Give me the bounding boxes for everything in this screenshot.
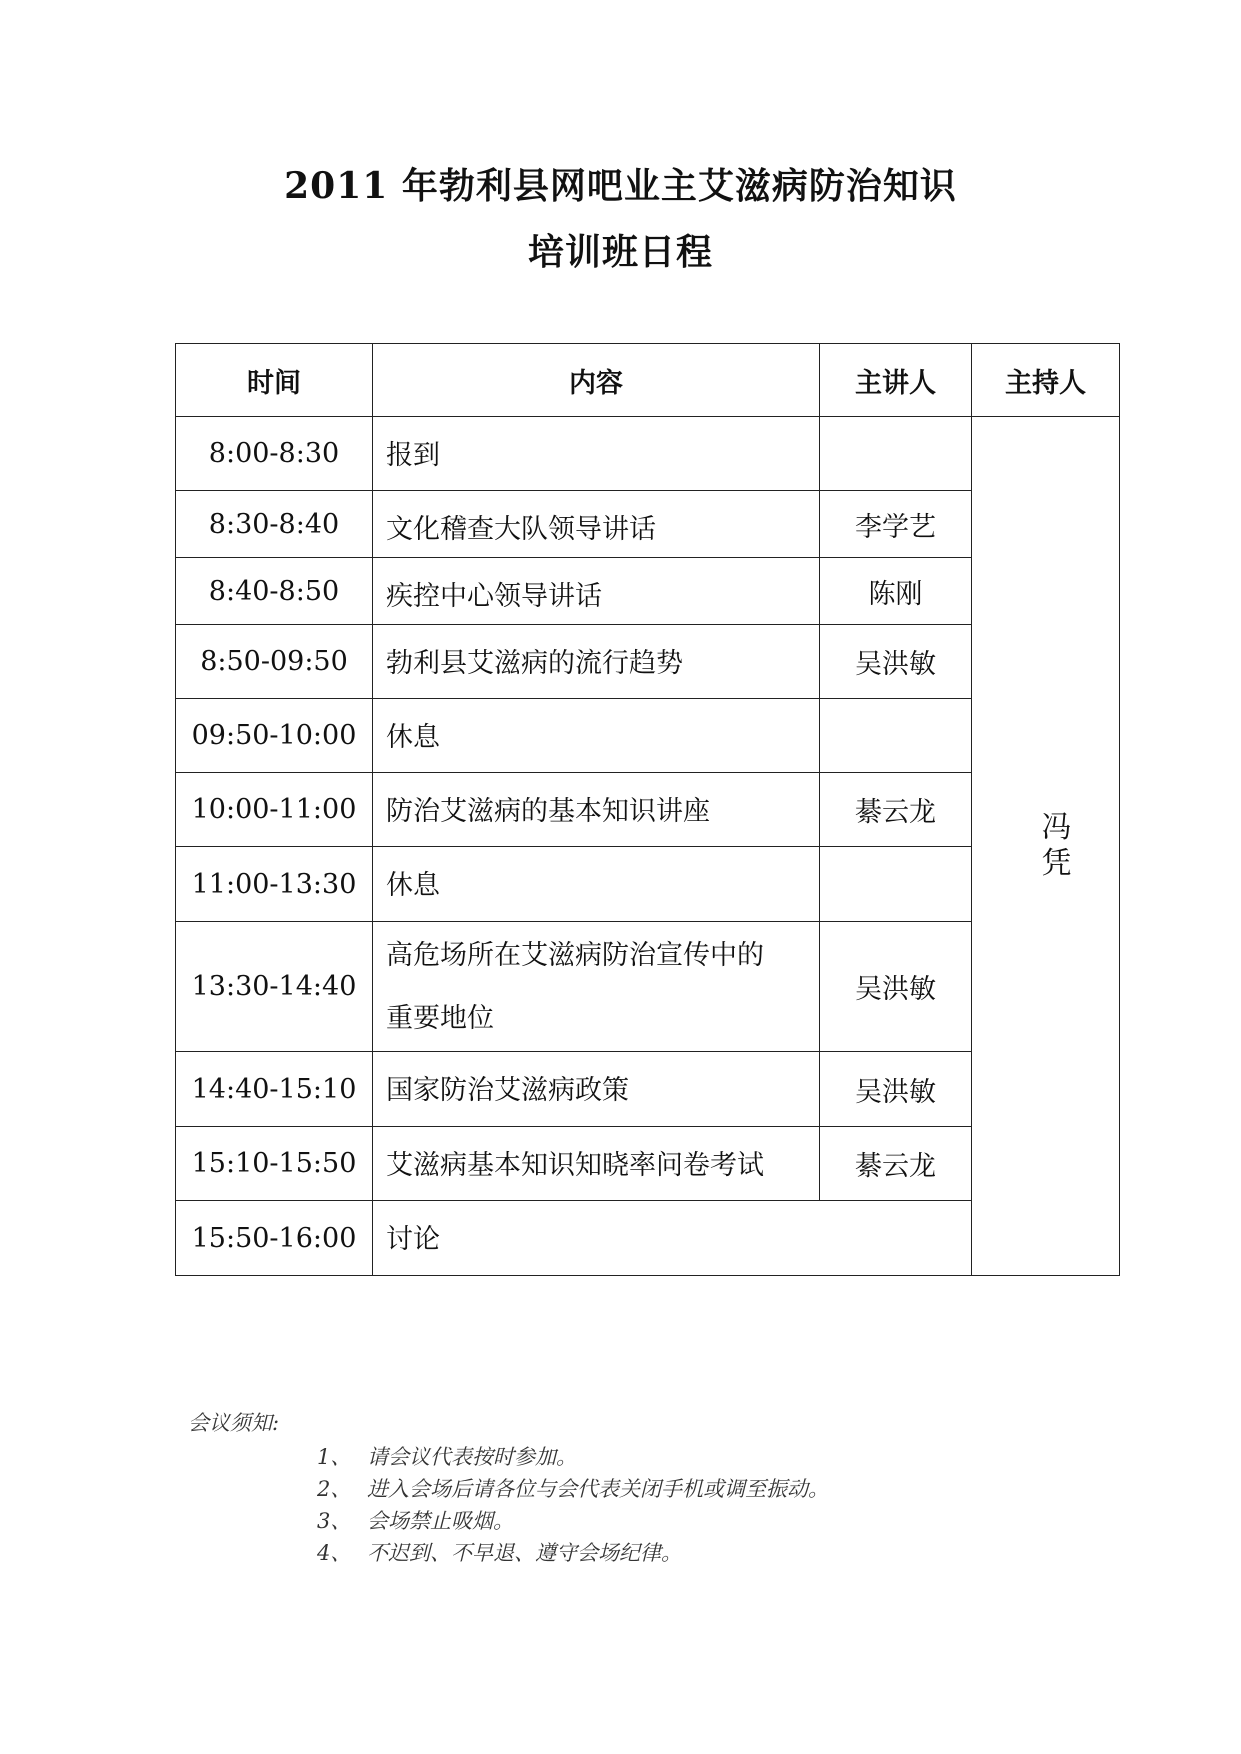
time-cell: 15:50-16:00	[176, 1201, 373, 1276]
host-cell	[972, 417, 1120, 1276]
notice-heading: 会议须知:	[188, 1411, 280, 1435]
document-title-line2: 培训班日程	[527, 231, 713, 273]
speaker-cell: 綦云龙	[820, 1127, 972, 1201]
speaker-cell	[820, 417, 972, 491]
content-line: 高危场所在艾滋病防治宣传中的	[386, 939, 764, 971]
speaker-cell: 李学艺	[820, 491, 972, 558]
notice-item	[317, 1537, 829, 1569]
speaker-cell: 陈刚	[820, 558, 972, 625]
time-cell: 13:30-14:40	[176, 922, 373, 1052]
notice-number: 1、	[317, 1445, 352, 1469]
notice-item	[317, 1441, 829, 1473]
speaker-cell	[820, 847, 972, 922]
content-cell: 防治艾滋病的基本知识讲座	[373, 773, 820, 847]
schedule-table	[175, 343, 1120, 1276]
content-cell: 文化稽查大队领导讲话	[373, 491, 820, 558]
notice-text: 会场禁止吸烟。	[367, 1509, 514, 1533]
header-time: 时间	[176, 344, 373, 417]
speaker-cell: 綦云龙	[820, 773, 972, 847]
speaker-cell: 吴洪敏	[820, 625, 972, 699]
notice-list	[317, 1441, 829, 1569]
host-char: 凭	[1041, 846, 1072, 881]
header-content: 内容	[373, 344, 820, 417]
content-cell: 讨论	[373, 1201, 972, 1276]
content-cell: 艾滋病基本知识知晓率问卷考试	[373, 1127, 820, 1201]
content-cell: 疾控中心领导讲话	[373, 558, 820, 625]
time-cell: 09:50-10:00	[176, 699, 373, 773]
notice-number: 4、	[317, 1541, 352, 1565]
time-cell: 14:40-15:10	[176, 1052, 373, 1127]
content-cell	[373, 922, 820, 1052]
content-cell: 报到	[373, 417, 820, 491]
notice-number: 3、	[317, 1509, 352, 1533]
content-cell: 休息	[373, 847, 820, 922]
notice-text: 进入会场后请各位与会代表关闭手机或调至振动。	[367, 1477, 829, 1501]
notice-item	[317, 1505, 829, 1537]
table-row	[176, 417, 1120, 491]
table-header-row	[176, 344, 1120, 417]
time-cell: 15:10-15:50	[176, 1127, 373, 1201]
notice-text: 不迟到、不早退、遵守会场纪律。	[367, 1541, 682, 1565]
content-cell: 国家防治艾滋病政策	[373, 1052, 820, 1127]
header-speaker: 主讲人	[820, 344, 972, 417]
content-cell: 休息	[373, 699, 820, 773]
time-cell: 11:00-13:30	[176, 847, 373, 922]
time-cell: 8:00-8:30	[176, 417, 373, 491]
content-line: 重要地位	[386, 1002, 494, 1034]
speaker-cell: 吴洪敏	[820, 1052, 972, 1127]
notice-number: 2、	[317, 1477, 352, 1501]
header-host: 主持人	[972, 344, 1120, 417]
notice-item	[317, 1473, 829, 1505]
content-cell: 勃利县艾滋病的流行趋势	[373, 625, 820, 699]
time-cell: 10:00-11:00	[176, 773, 373, 847]
time-cell: 8:40-8:50	[176, 558, 373, 625]
time-cell: 8:30-8:40	[176, 491, 373, 558]
document-title-line1: 2011 年勃利县网吧业主艾滋病防治知识	[284, 165, 957, 207]
speaker-cell	[820, 699, 972, 773]
time-cell: 8:50-09:50	[176, 625, 373, 699]
speaker-cell: 吴洪敏	[820, 922, 972, 1052]
host-char: 冯	[1041, 810, 1072, 845]
notice-text: 请会议代表按时参加。	[367, 1445, 577, 1469]
